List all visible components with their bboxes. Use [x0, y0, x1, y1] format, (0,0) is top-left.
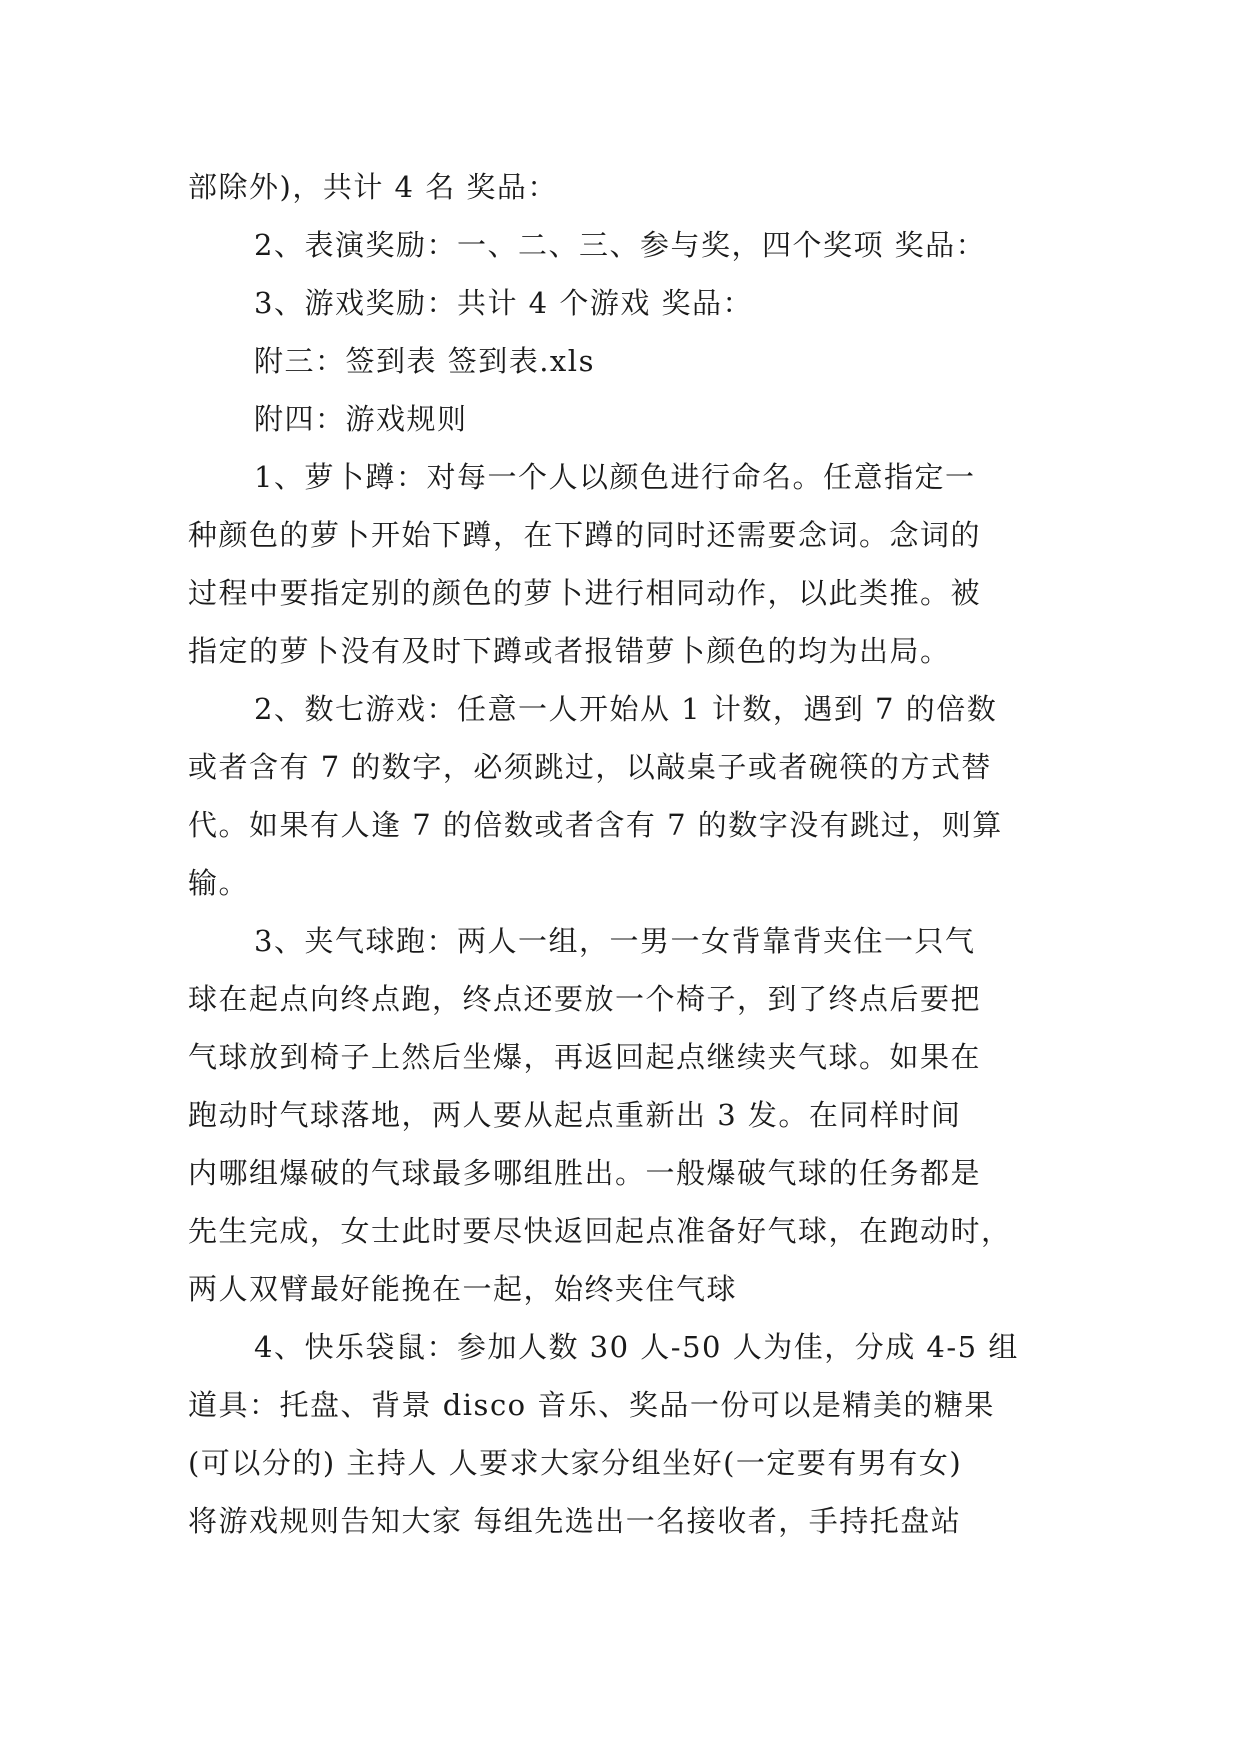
text-line: 3、夹气球跑：两人一组，一男一女背靠背夹住一只气 — [254, 924, 976, 958]
text-line: 附三：签到表 签到表.xls — [254, 344, 595, 378]
text-line: 输。 — [188, 866, 250, 900]
text-line: 1、萝卜蹲：对每一个人以颜色进行命名。任意指定一 — [254, 460, 976, 494]
text-line: 代。如果有人逢 7 的倍数或者含有 7 的数字没有跳过，则算 — [188, 808, 1003, 842]
text-line: 先生完成，女士此时要尽快返回起点准备好气球，在跑动时， — [188, 1214, 1012, 1248]
text-line: 气球放到椅子上然后坐爆，再返回起点继续夹气球。如果在 — [188, 1040, 982, 1074]
text-line: 将游戏规则告知大家 每组先选出一名接收者，手持托盘站 — [188, 1504, 962, 1538]
text-line: 2、表演奖励：一、二、三、参与奖，四个奖项 奖品： — [254, 228, 987, 262]
text-line: 球在起点向终点跑，终点还要放一个椅子，到了终点后要把 — [188, 982, 982, 1016]
text-line: 4、快乐袋鼠：参加人数 30 人-50 人为佳，分成 4-5 组 — [254, 1330, 1019, 1364]
text-line: 道具：托盘、背景 disco 音乐、奖品一份可以是精美的糖果 — [188, 1388, 995, 1422]
text-line: 指定的萝卜没有及时下蹲或者报错萝卜颜色的均为出局。 — [188, 634, 951, 668]
text-line: 两人双臂最好能挽在一起，始终夹住气球 — [188, 1272, 738, 1306]
text-line: 2、数七游戏：任意一人开始从 1 计数，遇到 7 的倍数 — [254, 692, 998, 726]
text-line: 附四：游戏规则 — [254, 402, 468, 436]
text-line: 3、游戏奖励：共计 4 个游戏 奖品： — [254, 286, 754, 320]
document-body — [188, 158, 1058, 1550]
text-line: 或者含有 7 的数字，必须跳过，以敲桌子或者碗筷的方式替 — [188, 750, 992, 784]
text-line: 部除外)，共计 4 名 奖品： — [188, 170, 558, 204]
text-line: 内哪组爆破的气球最多哪组胜出。一般爆破气球的任务都是 — [188, 1156, 982, 1190]
text-line: (可以分的) 主持人 人要求大家分组坐好(一定要有男有女) — [188, 1446, 963, 1480]
text-line: 种颜色的萝卜开始下蹲，在下蹲的同时还需要念词。念词的 — [188, 518, 982, 552]
text-line: 跑动时气球落地，两人要从起点重新出 3 发。在同样时间 — [188, 1098, 962, 1132]
text-line: 过程中要指定别的颜色的萝卜进行相同动作，以此类推。被 — [188, 576, 982, 610]
